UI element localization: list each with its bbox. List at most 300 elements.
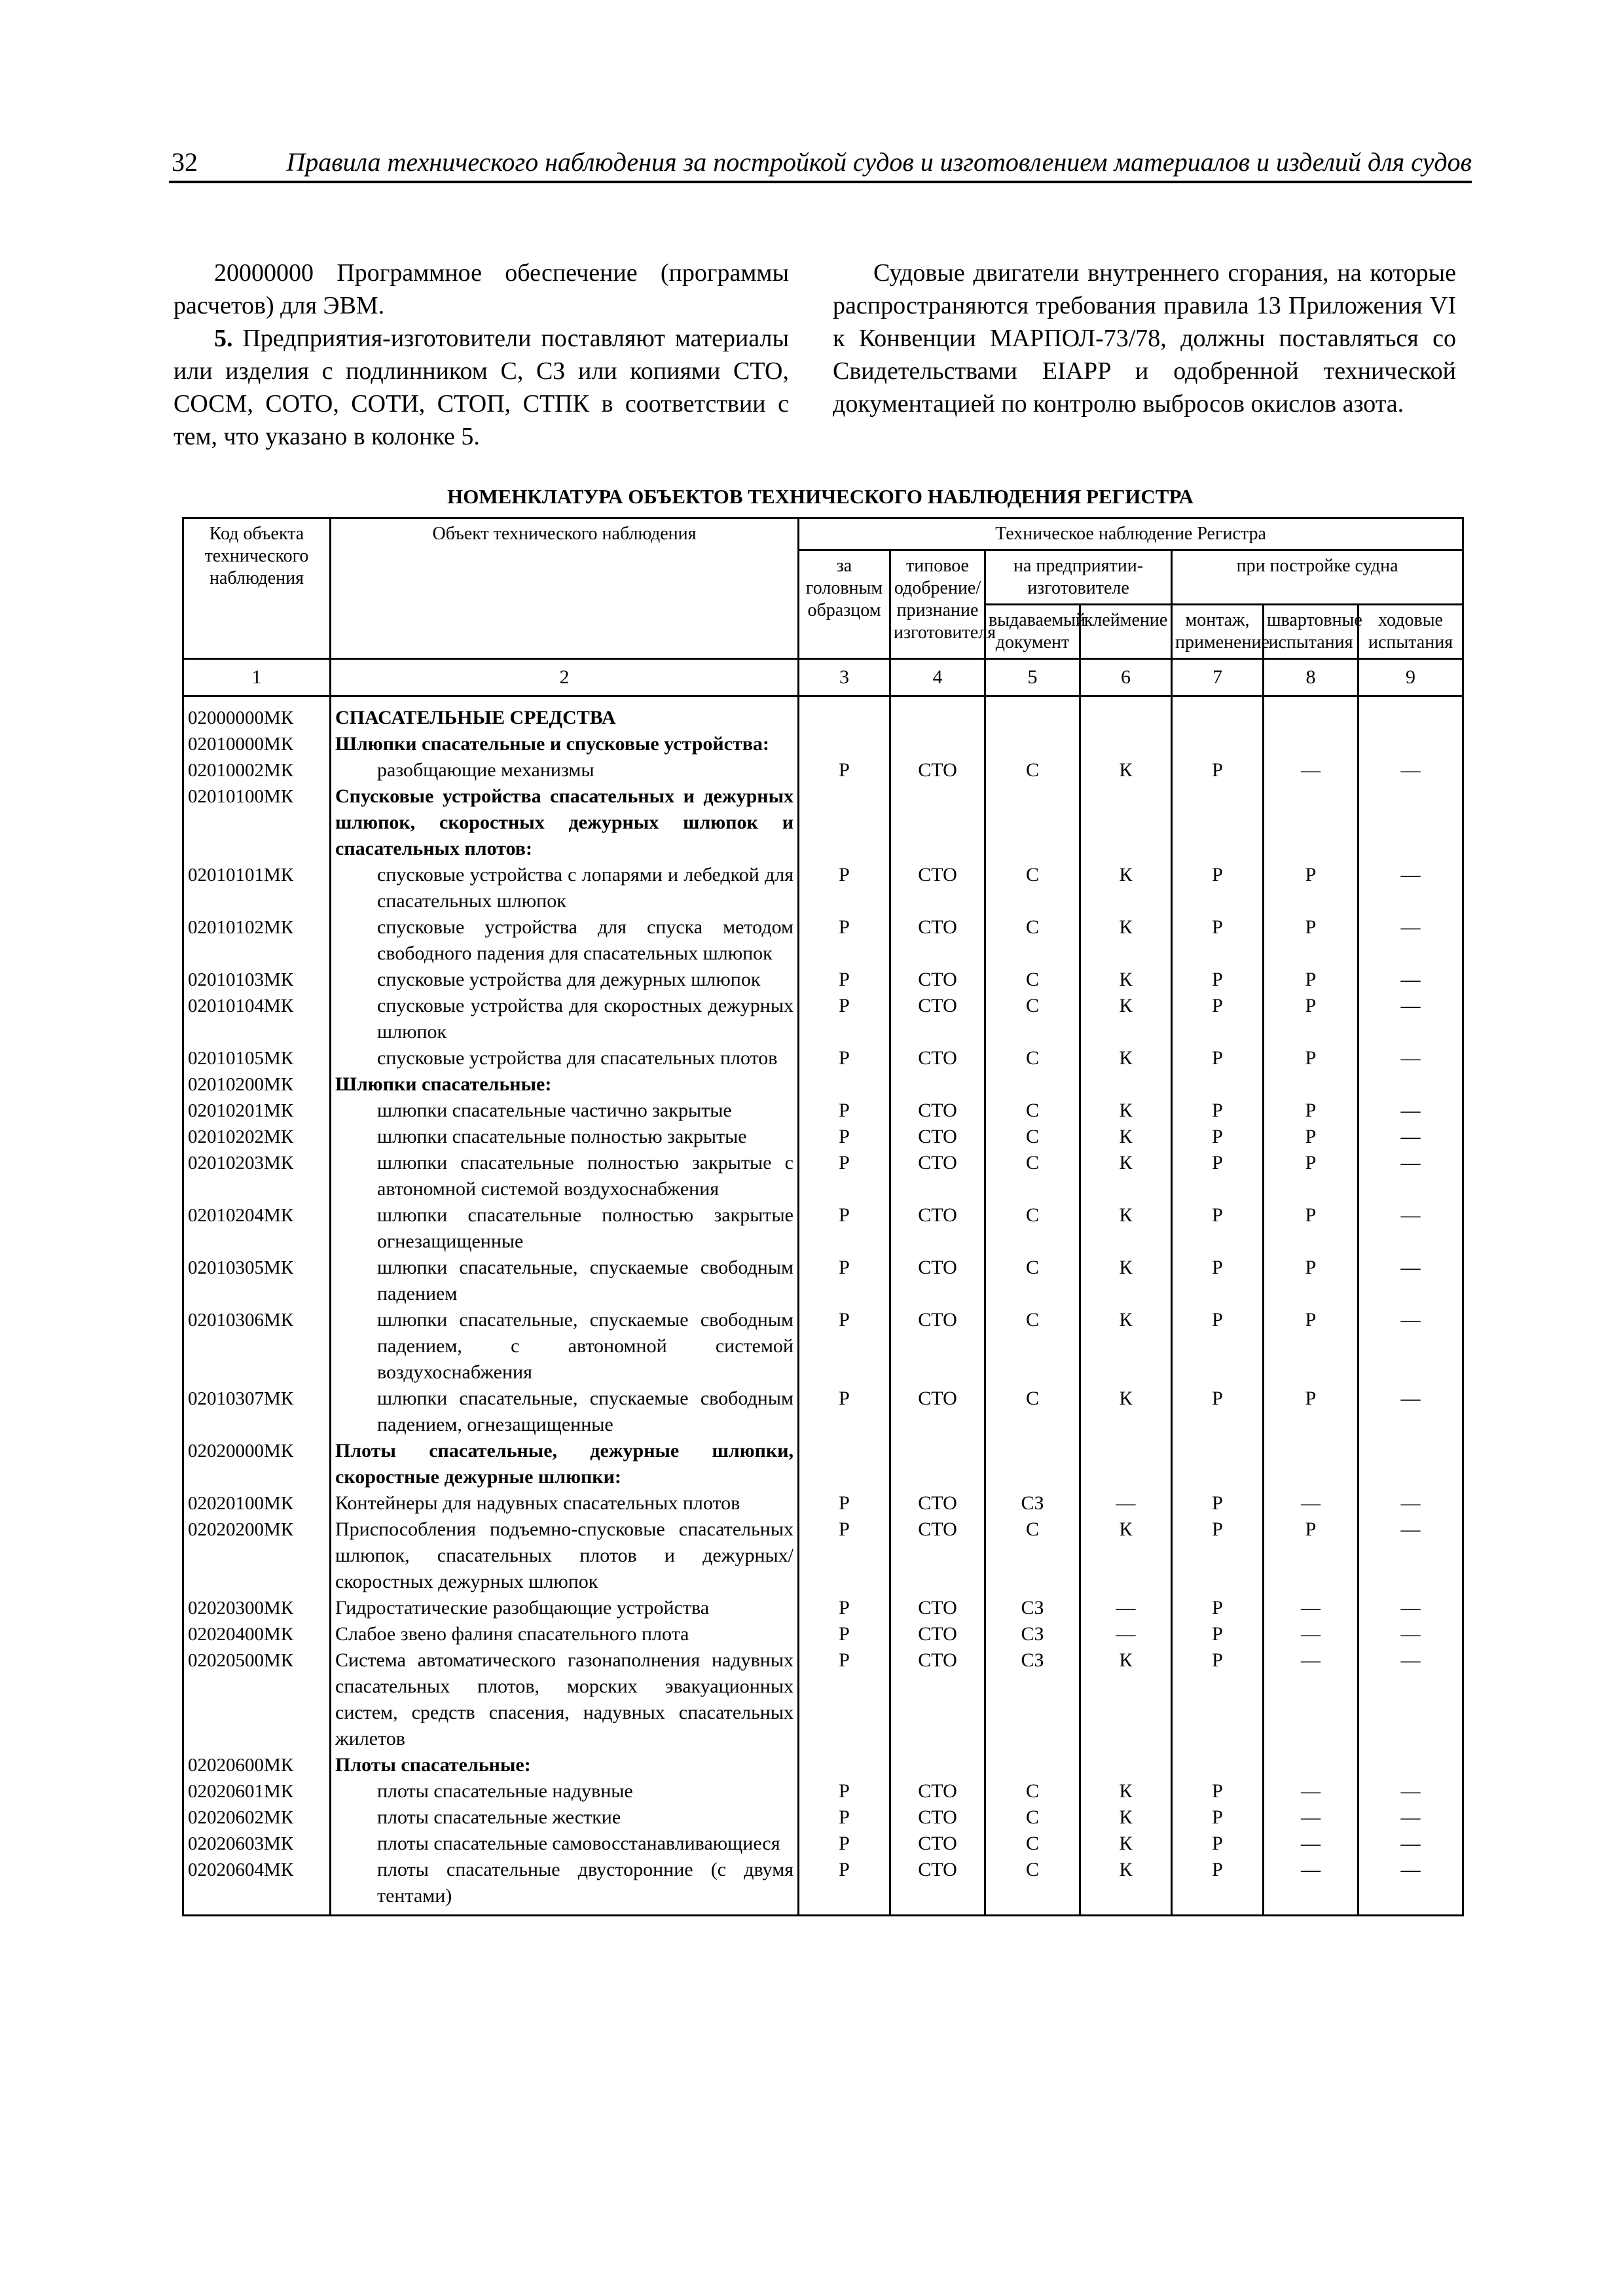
supervision-value: — [1359,1516,1463,1595]
supervision-value: — [1359,1045,1463,1071]
column-number-row [183,659,1463,696]
supervision-value [1080,1438,1172,1490]
supervision-value: — [1359,1857,1463,1916]
supervision-value: — [1359,1647,1463,1752]
supervision-value [1264,1071,1359,1098]
supervision-value [1264,1438,1359,1490]
supervision-value [890,731,985,757]
paragraph-software: 20000000 Программное обеспечение (программы расчетов) для ЭВМ. [173,259,789,319]
supervision-value: Р [799,967,890,993]
paragraph-5 [173,322,789,453]
supervision-value [890,696,985,732]
supervision-value: Р [1172,967,1264,993]
supervision-value: — [1359,1595,1463,1621]
supervision-value: Р [799,993,890,1045]
supervision-value [1359,731,1463,757]
left-column [173,257,789,453]
supervision-value: К [1080,757,1172,783]
object-code: 02020400МК [183,1621,331,1647]
supervision-value: Р [1172,1804,1264,1831]
table-row [183,1595,1463,1621]
supervision-value [1264,696,1359,732]
object-code: 02020601МК [183,1778,331,1804]
supervision-value: — [1264,1857,1359,1916]
supervision-value [799,783,890,862]
table-row [183,731,1463,757]
object-code: 02020000МК [183,1438,331,1490]
supervision-value: Р [799,1857,890,1916]
supervision-value [1359,1752,1463,1778]
paragraph-engines: Судовые двигатели внутреннего сгорания, на которые распространяются требования правила 13 Приложения VI к Конвенции МАРПОЛ-73/78, должны поставляться со Свидетельствами EIAPP и одобренной технической документацией по контролю выбросов окислов азота. [833,259,1456,418]
header-prototype: за головным образцом [799,550,890,659]
table-row [183,783,1463,862]
supervision-value: Р [1172,1857,1264,1916]
right-column [833,257,1456,420]
supervision-value [1172,696,1264,732]
object-name: шлюпки спасательные полностью закрытые [331,1124,799,1150]
supervision-value: Р [1264,1255,1359,1307]
running-header [169,144,1472,183]
column-number: 1 [183,659,331,696]
supervision-value: С [985,1098,1080,1124]
supervision-value: К [1080,1098,1172,1124]
object-name: спусковые устройства для спасательных плотов [331,1045,799,1071]
supervision-value: К [1080,1778,1172,1804]
object-name: спусковые устройства для скоростных дежурных шлюпок [331,993,799,1045]
supervision-value: СТО [890,1255,985,1307]
supervision-value: — [1264,1647,1359,1752]
table-row [183,1831,1463,1857]
supervision-value: — [1264,1595,1359,1621]
header-code: Код объекта технического наблюдения [183,518,331,659]
supervision-value: Р [799,1490,890,1516]
supervision-value: СТО [890,757,985,783]
nomenclature-table [182,517,1464,1916]
supervision-value [890,1071,985,1098]
object-code: 02020300МК [183,1595,331,1621]
paragraph-number: 5. [214,325,233,352]
table-title: НОМЕНКЛАТУРА ОБЪЕКТОВ ТЕХНИЧЕСКОГО НАБЛЮДЕНИЯ РЕГИСТРА [447,485,1194,508]
supervision-value: — [1359,1490,1463,1516]
supervision-value: — [1359,1831,1463,1857]
supervision-value [1359,1071,1463,1098]
supervision-value: С [985,993,1080,1045]
header-object: Объект технического наблюдения [331,518,799,659]
header-at-construction: при постройке судна [1172,550,1463,605]
table-row [183,1124,1463,1150]
supervision-value: С [985,1255,1080,1307]
supervision-value: Р [1172,1045,1264,1071]
object-name: Плоты спасательные: [331,1752,799,1778]
supervision-value [985,731,1080,757]
supervision-value: Р [799,1150,890,1202]
supervision-value: Р [1172,1831,1264,1857]
object-name: СПАСАТЕЛЬНЫЕ СРЕДСТВА [331,696,799,732]
supervision-value [799,696,890,732]
object-code: 02010204МК [183,1202,331,1255]
object-code: 02010202МК [183,1124,331,1150]
supervision-value: Р [799,757,890,783]
supervision-value: Р [799,1621,890,1647]
supervision-value: Р [1172,1621,1264,1647]
supervision-value [799,731,890,757]
table-row [183,1752,1463,1778]
supervision-value: С [985,1778,1080,1804]
table-row [183,1045,1463,1071]
supervision-value: СЗ [985,1595,1080,1621]
supervision-value [1359,783,1463,862]
column-number: 8 [1264,659,1359,696]
supervision-value: К [1080,862,1172,914]
table-row [183,967,1463,993]
supervision-value: Р [799,1255,890,1307]
object-name: шлюпки спасательные, спускаемые свободным падением, с автономной системой воздухоснабжения [331,1307,799,1386]
supervision-value: СТО [890,1150,985,1202]
supervision-value: Р [1172,1150,1264,1202]
supervision-value: Р [1264,1516,1359,1595]
supervision-value: Р [1264,1045,1359,1071]
column-number: 4 [890,659,985,696]
object-name: шлюпки спасательные полностью закрытые огнезащищенные [331,1202,799,1255]
object-code: 02020602МК [183,1804,331,1831]
supervision-value: СЗ [985,1621,1080,1647]
supervision-value: Р [1264,993,1359,1045]
object-name: плоты спасательные надувные [331,1778,799,1804]
supervision-value: — [1264,1804,1359,1831]
table-row [183,1516,1463,1595]
supervision-value: Р [1172,1516,1264,1595]
supervision-value: К [1080,1045,1172,1071]
supervision-value: — [1080,1595,1172,1621]
table-row [183,1071,1463,1098]
table-row [183,1386,1463,1438]
object-name: Система автоматического газонаполнения надувных спасательных плотов, морских эвакуационных систем, средств спасения, надувных спасательных жилетов [331,1647,799,1752]
supervision-value [1080,696,1172,732]
table-row [183,1307,1463,1386]
supervision-value: К [1080,1202,1172,1255]
object-name: Шлюпки спасательные и спусковые устройства: [331,731,799,757]
object-code: 02010000МК [183,731,331,757]
supervision-value: Р [799,1202,890,1255]
supervision-value [1080,1071,1172,1098]
supervision-value: Р [1264,1150,1359,1202]
object-code: 02020500МК [183,1647,331,1752]
supervision-value: С [985,1045,1080,1071]
supervision-value [1080,731,1172,757]
supervision-value: С [985,1150,1080,1202]
supervision-value: — [1359,1150,1463,1202]
table-row [183,757,1463,783]
supervision-value: — [1359,1804,1463,1831]
supervision-value: СТО [890,1307,985,1386]
object-code: 02000000МК [183,696,331,732]
supervision-value: Р [799,1831,890,1857]
object-code: 02010100МК [183,783,331,862]
object-name: шлюпки спасательные частично закрытые [331,1098,799,1124]
object-code: 02010101МК [183,862,331,914]
supervision-value [985,1752,1080,1778]
table-row [183,1804,1463,1831]
supervision-value: — [1264,757,1359,783]
supervision-value: Р [799,1098,890,1124]
supervision-value: К [1080,1647,1172,1752]
object-name: шлюпки спасательные полностью закрытые с автономной системой воздухоснабжения [331,1150,799,1202]
supervision-value [1172,1752,1264,1778]
supervision-value: С [985,1386,1080,1438]
supervision-value: СТО [890,1831,985,1857]
supervision-value: Р [1172,1490,1264,1516]
supervision-value: — [1359,993,1463,1045]
supervision-value: Р [799,1516,890,1595]
supervision-value: К [1080,1857,1172,1916]
supervision-value: СТО [890,1804,985,1831]
supervision-value: С [985,967,1080,993]
object-code: 02020100МК [183,1490,331,1516]
object-name: плоты спасательные двусторонние (с двумя тентами) [331,1857,799,1916]
object-code: 02010201МК [183,1098,331,1124]
supervision-value [1359,696,1463,732]
object-name: Плоты спасательные, дежурные шлюпки, скоростные дежурные шлюпки: [331,1438,799,1490]
supervision-value: К [1080,1386,1172,1438]
column-number: 2 [331,659,799,696]
object-name: Шлюпки спасательные: [331,1071,799,1098]
supervision-value: Р [799,1124,890,1150]
supervision-value: С [985,757,1080,783]
supervision-value: СТО [890,1778,985,1804]
supervision-value: Р [799,1804,890,1831]
supervision-value: Р [1264,862,1359,914]
supervision-value: Р [1264,1124,1359,1150]
supervision-value: С [985,1124,1080,1150]
supervision-value [1172,1071,1264,1098]
supervision-value [985,783,1080,862]
table-row [183,914,1463,967]
supervision-value [890,1752,985,1778]
supervision-value: СЗ [985,1490,1080,1516]
object-code: 02010200МК [183,1071,331,1098]
supervision-value: К [1080,1150,1172,1202]
supervision-value [799,1752,890,1778]
supervision-value: С [985,1307,1080,1386]
supervision-value: Р [799,1386,890,1438]
supervision-value: Р [1264,1307,1359,1386]
table-row [183,1490,1463,1516]
object-code: 02010305МК [183,1255,331,1307]
table-row [183,1255,1463,1307]
supervision-value: Р [799,914,890,967]
column-number: 5 [985,659,1080,696]
object-name: плоты спасательные самовосстанавливающиеся [331,1831,799,1857]
supervision-value [1080,783,1172,862]
supervision-value: Р [1172,914,1264,967]
supervision-value [890,783,985,862]
object-name: спусковые устройства для спуска методом свободного падения для спасательных шлюпок [331,914,799,967]
header-type-approval: типовое одобрение/признание изготовителя [890,550,985,659]
supervision-value: СТО [890,914,985,967]
table-row [183,993,1463,1045]
header-at-manufacturer: на предприятии-изготовителе [985,550,1172,605]
object-code: 02010307МК [183,1386,331,1438]
supervision-value: Р [1172,862,1264,914]
page-number: 32 [172,147,198,177]
table-row [183,1621,1463,1647]
supervision-value: — [1359,1621,1463,1647]
supervision-value: — [1359,1386,1463,1438]
supervision-value: Р [1264,967,1359,993]
supervision-value: СТО [890,1124,985,1150]
object-name: спусковые устройства с лопарями и лебедкой для спасательных шлюпок [331,862,799,914]
table-row [183,1857,1463,1916]
supervision-value: — [1359,1778,1463,1804]
table-row [183,1438,1463,1490]
supervision-value: С [985,1804,1080,1831]
supervision-value: С [985,862,1080,914]
table-row [183,696,1463,732]
supervision-value [1264,731,1359,757]
supervision-value [985,1438,1080,1490]
supervision-value: СТО [890,1386,985,1438]
header-marking: клеймение [1080,605,1172,659]
supervision-value: Р [1264,1202,1359,1255]
supervision-value: Р [1172,1386,1264,1438]
supervision-value [1172,731,1264,757]
header-installation: монтаж, применение [1172,605,1264,659]
supervision-value: — [1264,1778,1359,1804]
header-mooring-trials: швартовные испытания [1264,605,1359,659]
column-number: 3 [799,659,890,696]
object-code: 02010002МК [183,757,331,783]
running-title: Правила технического наблюдения за постройкой судов и изготовлением материалов и изделий для судов [286,147,1472,177]
supervision-value: — [1080,1621,1172,1647]
supervision-value: К [1080,993,1172,1045]
supervision-value: — [1359,914,1463,967]
supervision-value: СТО [890,1098,985,1124]
object-name: Спусковые устройства спасательных и дежурных шлюпок, скоростных дежурных шлюпок и спасательных плотов: [331,783,799,862]
supervision-value: СТО [890,1595,985,1621]
paragraph-5-text: Предприятия-изготовители поставляют материалы или изделия с подлинником С, СЗ или копиями СТО, СОСМ, СОТО, СОТИ, СТОП, СТПК в соответствии с тем, что указано в колонке 5. [173,325,789,450]
table-body [183,696,1463,1916]
supervision-value: СТО [890,1490,985,1516]
supervision-value: — [1359,1124,1463,1150]
supervision-value: Р [1172,1647,1264,1752]
supervision-value: К [1080,1804,1172,1831]
object-name: Контейнеры для надувных спасательных плотов [331,1490,799,1516]
supervision-value: СЗ [985,1647,1080,1752]
object-name: Гидростатические разобщающие устройства [331,1595,799,1621]
object-code: 02020604МК [183,1857,331,1916]
table-row [183,1098,1463,1124]
supervision-value [1080,1752,1172,1778]
object-name: шлюпки спасательные, спускаемые свободным падением [331,1255,799,1307]
table-row [183,862,1463,914]
object-code: 02010103МК [183,967,331,993]
header-sea-trials: ходовые испытания [1359,605,1463,659]
object-name: плоты спасательные жесткие [331,1804,799,1831]
object-code: 02020603МК [183,1831,331,1857]
supervision-value: Р [1172,757,1264,783]
object-code: 02010306МК [183,1307,331,1386]
table-row [183,1202,1463,1255]
supervision-value: СТО [890,862,985,914]
supervision-value: — [1359,1255,1463,1307]
object-name: Слабое звено фалиня спасательного плота [331,1621,799,1647]
supervision-value: — [1264,1621,1359,1647]
supervision-value: Р [799,1307,890,1386]
object-code: 02010203МК [183,1150,331,1202]
supervision-value: С [985,1831,1080,1857]
supervision-value: Р [799,1647,890,1752]
supervision-value: С [985,1202,1080,1255]
supervision-value: Р [799,1778,890,1804]
object-code: 02020600МК [183,1752,331,1778]
table-row [183,1150,1463,1202]
supervision-value: СТО [890,1621,985,1647]
supervision-value: Р [1264,1098,1359,1124]
header-document: выдаваемый документ [985,605,1080,659]
supervision-value: СТО [890,993,985,1045]
supervision-value: Р [1172,1124,1264,1150]
supervision-value: К [1080,914,1172,967]
supervision-value: Р [1172,1098,1264,1124]
supervision-value [890,1438,985,1490]
supervision-value: Р [799,1045,890,1071]
supervision-value [1172,1438,1264,1490]
supervision-value: Р [1172,1255,1264,1307]
supervision-value: СТО [890,1516,985,1595]
supervision-value: С [985,914,1080,967]
supervision-value: Р [1264,914,1359,967]
supervision-value [985,1071,1080,1098]
supervision-value [1172,783,1264,862]
supervision-value: Р [799,1595,890,1621]
supervision-value: — [1359,757,1463,783]
supervision-value: К [1080,967,1172,993]
object-code: 02020200МК [183,1516,331,1595]
supervision-value [1264,1752,1359,1778]
supervision-value: Р [1172,1202,1264,1255]
supervision-value: СТО [890,1045,985,1071]
supervision-value: К [1080,1831,1172,1857]
table-row [183,1778,1463,1804]
supervision-value: СТО [890,967,985,993]
supervision-value: СТО [890,1202,985,1255]
object-name: спусковые устройства для дежурных шлюпок [331,967,799,993]
supervision-value: — [1359,1202,1463,1255]
supervision-value: Р [1172,1595,1264,1621]
supervision-value: Р [799,862,890,914]
supervision-value [799,1071,890,1098]
supervision-value: — [1359,1098,1463,1124]
column-number: 7 [1172,659,1264,696]
supervision-value: — [1264,1831,1359,1857]
supervision-value [799,1438,890,1490]
supervision-value: К [1080,1516,1172,1595]
supervision-value: — [1359,967,1463,993]
object-code: 02010102МК [183,914,331,967]
supervision-value [1264,783,1359,862]
supervision-value: — [1359,1307,1463,1386]
supervision-value: Р [1264,1386,1359,1438]
supervision-value: — [1359,862,1463,914]
supervision-value: СТО [890,1857,985,1916]
supervision-value [985,696,1080,732]
column-number: 9 [1359,659,1463,696]
object-name: разобщающие механизмы [331,757,799,783]
supervision-value: С [985,1857,1080,1916]
object-name: шлюпки спасательные, спускаемые свободным падением, огнезащищенные [331,1386,799,1438]
supervision-value: К [1080,1124,1172,1150]
object-name: Приспособления подъемно-спусковые спасательных шлюпок, спасательных плотов и дежурных/скоростных дежурных шлюпок [331,1516,799,1595]
